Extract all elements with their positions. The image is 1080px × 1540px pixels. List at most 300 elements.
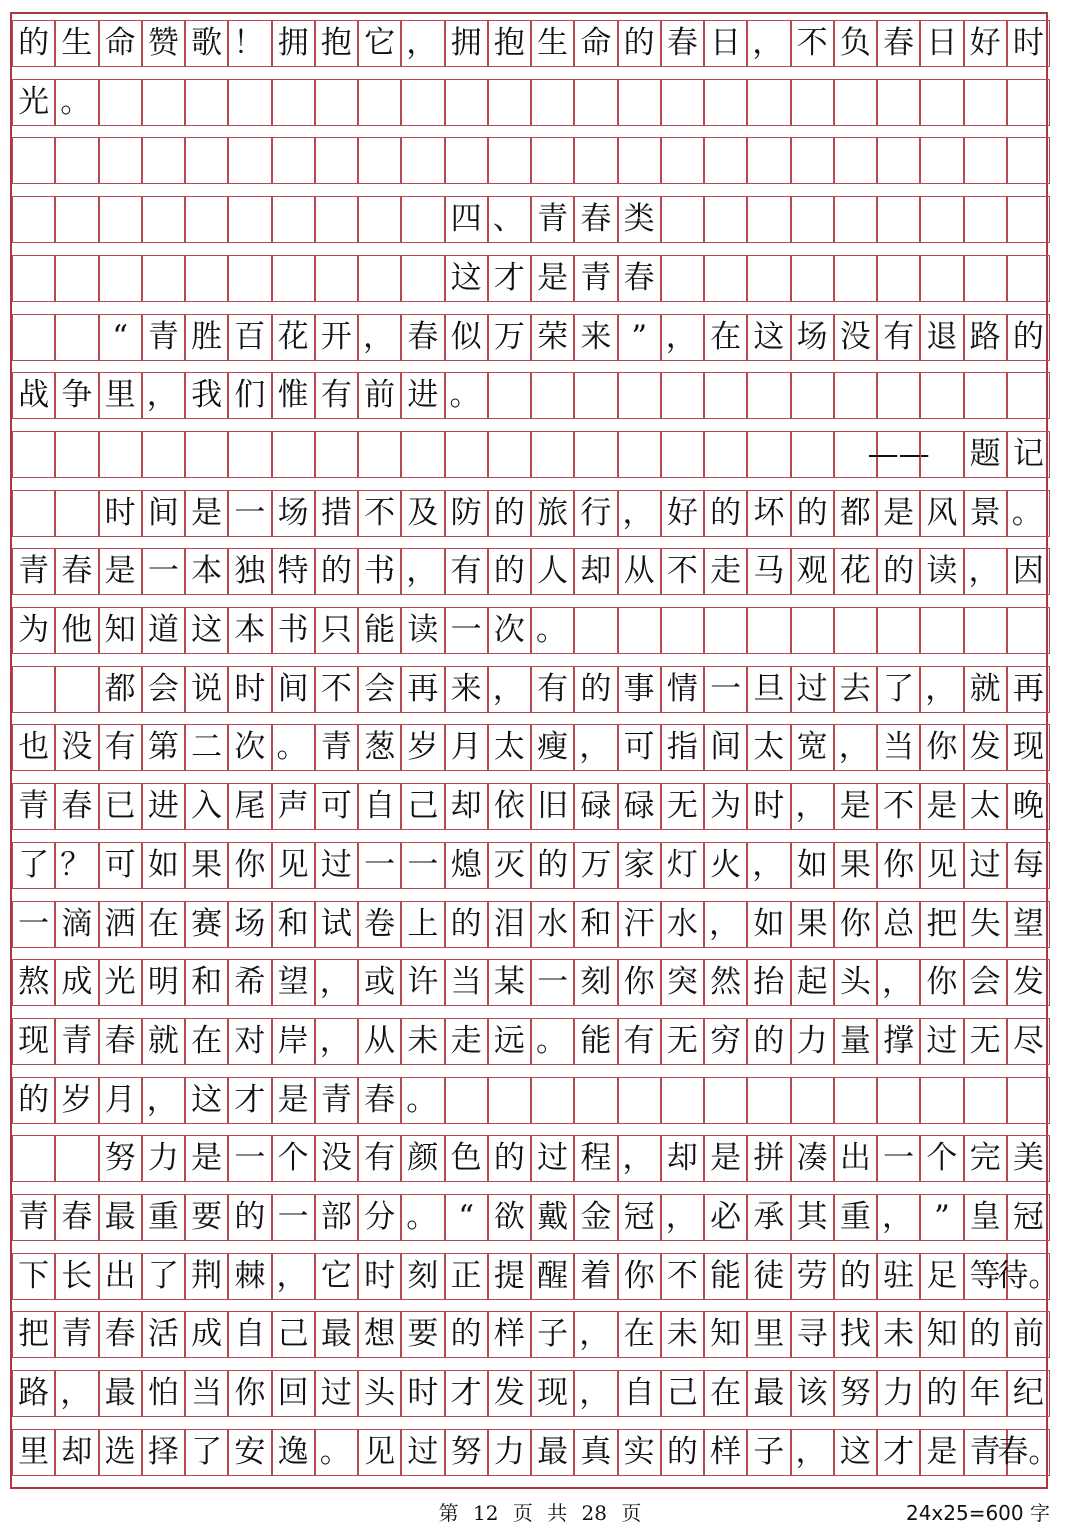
grid-cell [920, 607, 963, 654]
grid-cell: 成 [55, 959, 98, 1006]
grid-row [12, 137, 1050, 184]
grid-cell: 把 [920, 901, 963, 948]
grid-cell [618, 79, 661, 126]
grid-cell: 生 [531, 20, 574, 67]
grid-cell: 见 [272, 842, 315, 889]
grid-cell: 的 [228, 1194, 271, 1241]
grid-cell: ， [618, 490, 661, 537]
grid-cell: 是 [185, 490, 228, 537]
grid-cell: 每 [1007, 842, 1050, 889]
grid-cell: 的 [531, 842, 574, 889]
grid-row [12, 959, 1050, 1006]
grid-cell: 间 [272, 666, 315, 713]
grid-cell [964, 372, 1007, 419]
grid-cell [1007, 607, 1050, 654]
grid-cell [834, 372, 877, 419]
grid-cell [877, 1077, 920, 1124]
grid-cell: 没 [834, 314, 877, 361]
grid-cell [99, 137, 142, 184]
grid-cell: 重 [834, 1194, 877, 1241]
grid-cell [185, 137, 228, 184]
grid-cell [55, 255, 98, 302]
grid-cell [142, 79, 185, 126]
grid-cell: 足 [920, 1253, 963, 1300]
grid-cell: ！ [228, 20, 271, 67]
grid-cell: ， [877, 959, 920, 1006]
grid-cell: 没 [55, 724, 98, 771]
grid-cell: 自 [358, 783, 401, 830]
grid-cell: “ [445, 1194, 488, 1241]
grid-row [12, 607, 1050, 654]
grid-cell: 是 [272, 1077, 315, 1124]
grid-cell [358, 255, 401, 302]
grid-cell: 书 [272, 607, 315, 654]
grid-cell: 不 [358, 490, 401, 537]
grid-cell: 泪 [488, 901, 531, 948]
grid-cell [272, 196, 315, 243]
grid-cell: 说 [185, 666, 228, 713]
grid-cell: 努 [834, 1370, 877, 1417]
grid-cell: 碌 [574, 783, 617, 830]
grid-cell [12, 137, 55, 184]
grid-cell: 只 [315, 607, 358, 654]
grid-cell: 最 [99, 1194, 142, 1241]
grid-cell: 是 [920, 1429, 963, 1476]
grid-cell: 量 [834, 1018, 877, 1065]
grid-cell [185, 79, 228, 126]
grid-cell: 记 [1007, 431, 1050, 478]
grid-cell [964, 255, 1007, 302]
grid-row [12, 79, 1050, 126]
grid-cell: 场 [272, 490, 315, 537]
grid-cell: 是 [920, 783, 963, 830]
grid-cell: 光 [99, 959, 142, 1006]
grid-cell: 在 [142, 901, 185, 948]
grid-cell: 灯 [661, 842, 704, 889]
grid-cell: 生 [55, 20, 98, 67]
grid-cell: 命 [574, 20, 617, 67]
grid-cell: 进 [142, 783, 185, 830]
grid-cell: 花 [272, 314, 315, 361]
grid-cell [55, 490, 98, 537]
grid-cell [704, 372, 747, 419]
grid-cell: 题 [964, 431, 1007, 478]
grid-cell: 就 [964, 666, 1007, 713]
grid-cell [747, 607, 790, 654]
grid-cell: 胜 [185, 314, 228, 361]
grid-cell: 刻 [574, 959, 617, 1006]
grid-cell [401, 255, 444, 302]
grid-cell: 的 [574, 666, 617, 713]
grid-cell: 子 [747, 1429, 790, 1476]
grid-cell: 光 [12, 79, 55, 126]
grid-cell: 出 [834, 1135, 877, 1182]
grid-cell: 它 [358, 20, 401, 67]
grid-cell [920, 79, 963, 126]
grid-cell: 青 [12, 783, 55, 830]
grid-cell: 。 [1007, 490, 1050, 537]
grid-cell: 有 [99, 724, 142, 771]
grid-cell [618, 607, 661, 654]
grid-cell: 可 [618, 724, 661, 771]
grid-cell: 一 [401, 842, 444, 889]
grid-cell: 也 [12, 724, 55, 771]
grid-cell: 分 [358, 1194, 401, 1241]
grid-row [12, 20, 1050, 67]
grid-cell: 卷 [358, 901, 401, 948]
grid-cell: 惟 [272, 372, 315, 419]
grid-cell: 花 [834, 548, 877, 595]
grid-cell: 对 [228, 1018, 271, 1065]
grid-cell: 能 [574, 1018, 617, 1065]
grid-cell: 一 [358, 842, 401, 889]
grid-cell: 当 [185, 1370, 228, 1417]
grid-cell: 成 [185, 1311, 228, 1358]
grid-cell: 人 [531, 548, 574, 595]
grid-cell [574, 607, 617, 654]
grid-cell: ， [964, 548, 1007, 595]
grid-cell [358, 137, 401, 184]
grid-cell: 第 [142, 724, 185, 771]
grid-cell: 一 [445, 607, 488, 654]
grid-cell [704, 196, 747, 243]
grid-cell: 拥 [445, 20, 488, 67]
grid-cell: 最 [747, 1370, 790, 1417]
grid-cell: 有 [618, 1018, 661, 1065]
grid-cell [964, 137, 1007, 184]
grid-row [12, 548, 1050, 595]
grid-cell: 完 [964, 1135, 1007, 1182]
grid-cell: 防 [445, 490, 488, 537]
grid-cell: 不 [791, 20, 834, 67]
grid-cell: 类 [618, 196, 661, 243]
grid-cell [747, 196, 790, 243]
grid-cell [55, 314, 98, 361]
grid-cell: 道 [142, 607, 185, 654]
grid-cell [272, 255, 315, 302]
grid-row [12, 1194, 1050, 1241]
grid-cell: 间 [704, 724, 747, 771]
grid-cell: 灭 [488, 842, 531, 889]
grid-cell [99, 255, 142, 302]
grid-cell: 青 [574, 255, 617, 302]
grid-cell [704, 1077, 747, 1124]
grid-cell: ， [574, 724, 617, 771]
grid-cell: 如 [142, 842, 185, 889]
grid-cell: 和 [272, 901, 315, 948]
grid-cell: 一 [12, 901, 55, 948]
grid-cell [791, 79, 834, 126]
grid-cell: 自 [618, 1370, 661, 1417]
grid-cell: 这 [185, 1077, 228, 1124]
grid-cell: 春 [574, 196, 617, 243]
grid-cell: 间 [142, 490, 185, 537]
grid-cell: 要 [185, 1194, 228, 1241]
grid-cell: 春 [401, 314, 444, 361]
grid-row [12, 1253, 1060, 1300]
grid-cell: 戴 [531, 1194, 574, 1241]
grid-cell: 或 [358, 959, 401, 1006]
grid-cell: 皇 [964, 1194, 1007, 1241]
grid-cell [315, 137, 358, 184]
grid-cell [228, 137, 271, 184]
grid-cell: 可 [99, 842, 142, 889]
grid-cell [877, 79, 920, 126]
grid-cell: 就 [142, 1018, 185, 1065]
grid-cell: 抬 [747, 959, 790, 1006]
grid-cell: 现 [12, 1018, 55, 1065]
grid-cell: 的 [488, 490, 531, 537]
grid-cell: ， [488, 666, 531, 713]
grid-cell: ， [358, 314, 401, 361]
grid-cell: 最 [99, 1370, 142, 1417]
grid-cell [704, 431, 747, 478]
grid-cell: 没 [315, 1135, 358, 1182]
grid-cell: 头 [834, 959, 877, 1006]
grid-cell: 时 [401, 1370, 444, 1417]
grid-cell: 好 [964, 20, 1007, 67]
grid-cell [185, 255, 228, 302]
grid-cell: 去 [834, 666, 877, 713]
grid-cell [877, 255, 920, 302]
grid-cell: 年 [964, 1370, 1007, 1417]
grid-cell: 选 [99, 1429, 142, 1476]
grid-row [12, 901, 1050, 948]
grid-cell: 在 [704, 1370, 747, 1417]
grid-cell: 把 [12, 1311, 55, 1358]
grid-cell [877, 607, 920, 654]
grid-cell: 现 [531, 1370, 574, 1417]
grid-cell: 景 [964, 490, 1007, 537]
grid-cell: 从 [618, 548, 661, 595]
grid-cell: 情 [661, 666, 704, 713]
grid-cell [12, 196, 55, 243]
grid-capacity-label: 24x25=600 字 [905, 1501, 1050, 1525]
grid-cell [920, 431, 963, 478]
grid-cell: 力 [488, 1429, 531, 1476]
grid-cell: 水 [661, 901, 704, 948]
grid-cell: 现 [1007, 724, 1050, 771]
grid-cell: 却 [574, 548, 617, 595]
grid-cell: 你 [920, 959, 963, 1006]
grid-cell [488, 372, 531, 419]
grid-cell [401, 431, 444, 478]
grid-cell: 晚 [1007, 783, 1050, 830]
grid-cell [747, 137, 790, 184]
grid-cell [747, 79, 790, 126]
grid-cell: 抱 [488, 20, 531, 67]
grid-cell [618, 372, 661, 419]
grid-cell: 争 [55, 372, 98, 419]
grid-cell: 徒 [747, 1253, 790, 1300]
grid-cell: 的 [315, 548, 358, 595]
grid-cell: 为 [704, 783, 747, 830]
grid-cell: 的 [834, 1253, 877, 1300]
grid-cell: 负 [834, 20, 877, 67]
grid-cell [445, 431, 488, 478]
grid-cell: 程 [574, 1135, 617, 1182]
grid-cell: 总 [877, 901, 920, 948]
grid-cell [1007, 196, 1050, 243]
grid-cell: ， [920, 666, 963, 713]
grid-cell: 试 [315, 901, 358, 948]
grid-cell [358, 196, 401, 243]
grid-cell: 春 [55, 1194, 98, 1241]
grid-cell: 尽 [1007, 1018, 1050, 1065]
grid-cell [747, 1077, 790, 1124]
grid-cell [531, 372, 574, 419]
grid-row [12, 1077, 1050, 1124]
grid-cell [791, 196, 834, 243]
grid-cell [618, 1077, 661, 1124]
grid-cell: 熄 [445, 842, 488, 889]
grid-row [12, 372, 1050, 419]
grid-cell: 真 [574, 1429, 617, 1476]
grid-cell: 过 [315, 842, 358, 889]
grid-cell: ， [834, 724, 877, 771]
grid-cell [142, 137, 185, 184]
grid-cell: 一 [531, 959, 574, 1006]
grid-cell: 万 [574, 842, 617, 889]
grid-cell: 声 [272, 783, 315, 830]
grid-cell [401, 79, 444, 126]
grid-cell: 场 [791, 314, 834, 361]
grid-cell: 颜 [401, 1135, 444, 1182]
grid-cell: 青 [55, 1311, 98, 1358]
grid-cell: 的 [445, 1311, 488, 1358]
grid-cell: 不 [315, 666, 358, 713]
grid-cell: 正 [445, 1253, 488, 1300]
grid-cell: 见 [358, 1429, 401, 1476]
grid-cell [834, 1077, 877, 1124]
grid-cell [315, 196, 358, 243]
grid-cell: 纪 [1007, 1370, 1050, 1417]
grid-cell: 醒 [531, 1253, 574, 1300]
grid-cell: 知 [99, 607, 142, 654]
grid-cell: 已 [99, 783, 142, 830]
grid-cell: 了 [877, 666, 920, 713]
grid-cell: 见 [920, 842, 963, 889]
grid-cell: 的 [488, 548, 531, 595]
grid-cell [574, 79, 617, 126]
grid-cell [358, 431, 401, 478]
grid-cell: ， [704, 901, 747, 948]
grid-cell: ” [618, 314, 661, 361]
grid-row [12, 666, 1050, 713]
grid-cell: 前 [1007, 1311, 1050, 1358]
grid-cell: 赞 [142, 20, 185, 67]
grid-cell: 本 [228, 607, 271, 654]
grid-cell: 是 [704, 1135, 747, 1182]
grid-cell [445, 79, 488, 126]
grid-cell: 春 [877, 20, 920, 67]
page-label: 页 [512, 1501, 533, 1525]
grid-cell [12, 255, 55, 302]
grid-cell: 都 [99, 666, 142, 713]
total-label: 共 [547, 1501, 568, 1525]
grid-cell [531, 1077, 574, 1124]
grid-cell: 发 [1007, 959, 1050, 1006]
grid-cell: 无 [661, 783, 704, 830]
grid-cell: 开 [315, 314, 358, 361]
grid-cell: 特 [272, 548, 315, 595]
grid-cell: 棘 [228, 1253, 271, 1300]
grid-cell: 如 [747, 901, 790, 948]
grid-cell [834, 196, 877, 243]
grid-cell: 想 [358, 1311, 401, 1358]
grid-cell: 宽 [791, 724, 834, 771]
grid-cell: 未 [877, 1311, 920, 1358]
grid-row [12, 490, 1050, 537]
grid-cell: 。 [401, 1077, 444, 1124]
grid-cell: ， [272, 1253, 315, 1300]
grid-cell: 有 [445, 548, 488, 595]
grid-cell: 当 [877, 724, 920, 771]
grid-cell: 长 [55, 1253, 98, 1300]
grid-cell [55, 431, 98, 478]
grid-cell [704, 255, 747, 302]
page-suffix: 页 [621, 1501, 642, 1525]
grid-cell [12, 1135, 55, 1182]
grid-cell [661, 79, 704, 126]
grid-cell [574, 137, 617, 184]
grid-cell: 葱 [358, 724, 401, 771]
grid-cell: 马 [747, 548, 790, 595]
grid-cell [142, 431, 185, 478]
grid-cell: 事 [618, 666, 661, 713]
grid-cell: 出 [99, 1253, 142, 1300]
grid-cell: 过 [920, 1018, 963, 1065]
grid-cell: 活 [142, 1311, 185, 1358]
grid-cell: 冠 [618, 1194, 661, 1241]
grid-cell: 退 [920, 314, 963, 361]
grid-cell [791, 372, 834, 419]
grid-cell: 的 [12, 1077, 55, 1124]
grid-cell: 青 [315, 724, 358, 771]
grid-cell: 这 [445, 255, 488, 302]
grid-cell: 金 [574, 1194, 617, 1241]
grid-cell: ” [920, 1194, 963, 1241]
grid-cell [920, 372, 963, 419]
grid-cell [401, 196, 444, 243]
grid-row [12, 1018, 1050, 1065]
grid-cell: 春 [618, 255, 661, 302]
grid-cell: 行 [574, 490, 617, 537]
grid-cell: 春 [99, 1018, 142, 1065]
grid-cell: ， [401, 548, 444, 595]
grid-cell: 汗 [618, 901, 661, 948]
grid-cell [791, 255, 834, 302]
grid-cell [185, 196, 228, 243]
grid-row [12, 255, 1050, 302]
grid-cell [1007, 137, 1050, 184]
grid-cell: 这 [747, 314, 790, 361]
grid-cell [791, 137, 834, 184]
grid-cell: 在 [618, 1311, 661, 1358]
grid-row [12, 196, 1050, 243]
grid-cell: 的 [618, 20, 661, 67]
grid-cell [12, 431, 55, 478]
grid-cell: 部 [315, 1194, 358, 1241]
grid-cell: 无 [661, 1018, 704, 1065]
grid-cell [747, 372, 790, 419]
grid-cell [12, 490, 55, 537]
grid-cell: 会 [358, 666, 401, 713]
grid-cell: 万 [488, 314, 531, 361]
grid-cell: 却 [445, 783, 488, 830]
grid-cell: 个 [920, 1135, 963, 1182]
grid-cell [704, 137, 747, 184]
